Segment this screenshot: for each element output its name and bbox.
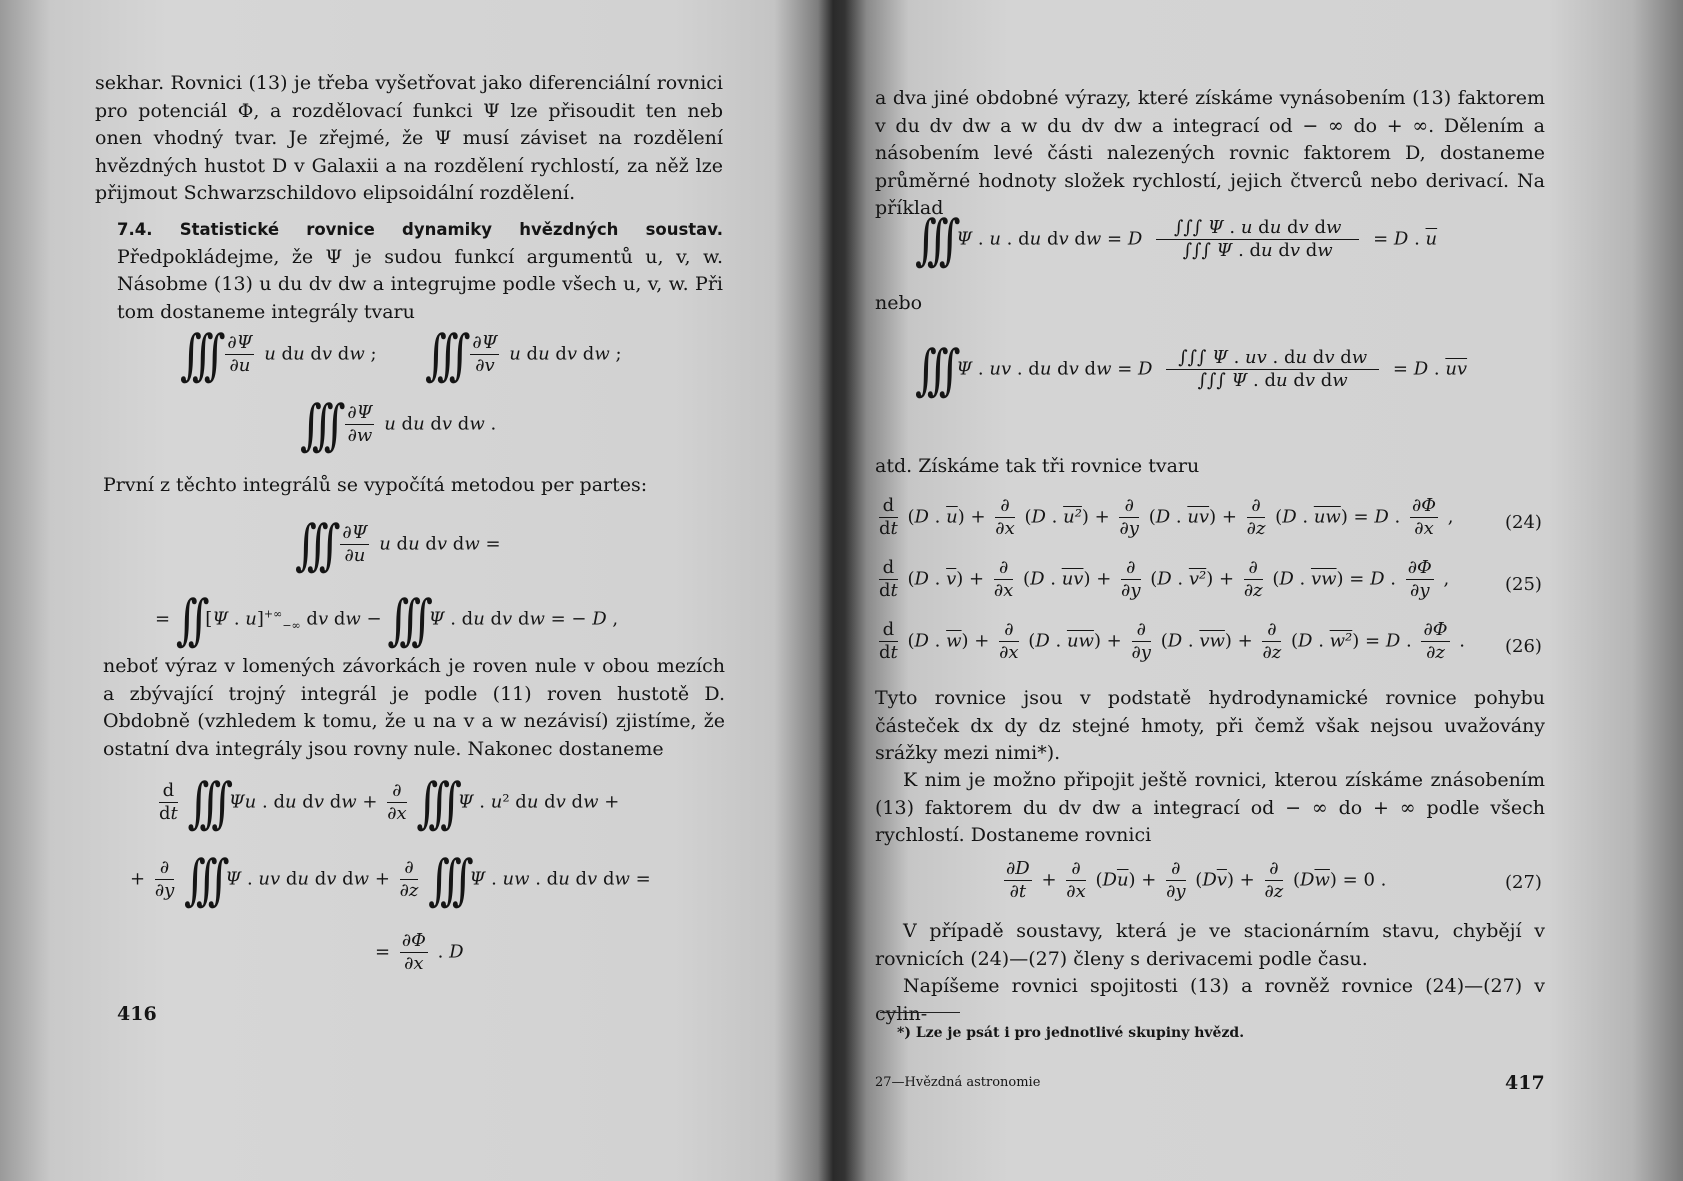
paragraph: Tyto rovnice jsou v podstatě hydrodynamické rovnice pohybu částeček dx dy dz stejné hmoty, při čemž však nejsou uvažovány srážky mezi nimi*).	[875, 687, 1545, 764]
paragraph: sekhar. Rovnici (13) je třeba vyšetřovat jako diferenciální rovnici pro potenciál Φ, a rozdělovací funkci Ψ lze přisoudit ten neb onen vhodný tvar. Je zřejmé, že Ψ musí záviset na rozdělení hvězdných hustot D v Galaxii a na rozdělení rychlostí, za něž lze přijmout Schwarzschildovo elipsoidální rozdělení.	[95, 72, 723, 204]
footnote: *) Lze je psát i pro jednotlivé skupiny hvězd.	[897, 1025, 1245, 1041]
paragraph	[117, 216, 723, 326]
equation-25: $\frac{d}{dt}$ (D . $\overline{v}$) + $\frac{\partial}{\partial x}$ (D . $\overline{uv}$) + $\frac{\partial}{\partial y}$ (D . v²) + $\frac{\partial}{\partial z}$ (D . $\overline{vw}) = D$ . $\frac{\partial\Phi}{\partial y}$ ,	[879, 557, 1450, 601]
paragraph: Napíšeme rovnici spojitosti (13) a rovněž rovnice (24)—(27) v cylin-	[875, 975, 1545, 1025]
section-heading: 7.4. Statistické rovnice dynamiky hvězdných soustav.	[117, 220, 723, 239]
right-page	[875, 0, 1545, 1181]
footer-signature: 27—Hvězdná astronomie	[875, 1075, 1041, 1090]
page-number: 416	[117, 1003, 157, 1025]
paragraph: atd. Získáme tak tři rovnice tvaru	[875, 455, 1200, 477]
equation-mean-u: ∫∫∫ Ψ . u . du dv dw = D $\frac{\text{∫∫∫ Ψ . u du dv dw}}{\text{∫∫∫ Ψ . du dv dw}}$ = D . $\overline{u}$	[915, 207, 1438, 272]
equation-27: $\frac{\partial D}{\partial t}$ + $\frac{\partial}{\partial x}$ $(D\overline{u})$ + $\frac{\partial}{\partial y}$ $(D\overline{v})$ + $\frac{\partial}{\partial z}$ $(D\overline{w}) = 0$ .	[1006, 858, 1387, 902]
paragraph-text: Předpokládejme, že Ψ je sudou funkcí argumentů u, v, w. Násobme (13) u du dv dw a integrujme podle všech u, v, w. Při tom dostaneme integrály tvaru	[117, 245, 723, 323]
footnote-rule	[880, 1012, 960, 1013]
equation-24: $\frac{d}{dt}$ (D . $\overline{u}$) + $\frac{\partial}{\partial x}$ (D . u²) + $\frac{\partial}{\partial y}$ (D . $\overline{uv}$) + $\frac{\partial}{\partial z}$ (D . $\overline{uw}) = D$ . $\frac{\partial\Phi}{\partial x}$ ,	[879, 495, 1454, 539]
equation-integral-dw: ∫∫∫ $\frac{\partial\Psi}{\partial w}$ u du dv dw .	[300, 392, 497, 457]
paragraph: První z těchto integrálů se vypočítá metodou per partes:	[103, 474, 648, 496]
paragraph: V případě soustavy, která je ve stacionárním stavu, chybějí v rovnicích (24)—(27) členy s derivacemi podle času.	[875, 920, 1545, 970]
equation-integral-dv: ∫∫∫ $\frac{\partial\Psi}{\partial v}$ u du dv dw ;	[425, 322, 622, 387]
word-nebo: nebo	[875, 292, 923, 314]
equation-per-partes-2: = ∫∫ [Ψ . $u]^{+\infty}_{-\infty}$ dv dw − ∫∫∫ Ψ . du dv dw = − D ,	[155, 587, 619, 652]
page-number: 417	[1505, 1072, 1545, 1094]
equation-number: (27)	[1505, 872, 1542, 893]
equation-mean-uv: ∫∫∫ Ψ . uv . du dv dw = D $\frac{\text{∫∫∫ Ψ . uv . du dv dw}}{\text{∫∫∫ Ψ . du dv dw}}$ = D . $\overline{uv}$	[915, 337, 1468, 402]
equation-final-3: = $\frac{\partial\Phi}{\partial x}$ . D	[375, 930, 464, 974]
equation-number: (26)	[1505, 636, 1542, 657]
equation-per-partes-1: ∫∫∫ $\frac{\partial\Psi}{\partial u}$ u du dv dw =	[295, 512, 501, 577]
equation-final-1: $\frac{d}{dt}$ ∫∫∫ Ψu . du dv dw + $\frac{\partial}{\partial x}$ ∫∫∫ Ψ . u² du dv dw +	[159, 770, 620, 835]
equation-final-2: + $\frac{\partial}{\partial y}$ ∫∫∫ Ψ . uv du dv dw + $\frac{\partial}{\partial z}$ ∫∫∫ Ψ . uw . du dv dw =	[130, 847, 651, 912]
equation-number: (24)	[1505, 512, 1542, 533]
paragraph: a dva jiné obdobné výrazy, které získáme vynásobením (13) faktorem v du dv dw a w du dv dw a integrací od − ∞ do + ∞. Dělením a násobením levé části nalezených rovnic faktorem D, dostaneme průměrné hodnoty složek rychlostí, jejich čtverců nebo derivací. Na příklad	[875, 87, 1545, 219]
equation-number: (25)	[1505, 574, 1542, 595]
left-page	[95, 0, 795, 1181]
equation-26: $\frac{d}{dt}$ (D . $\overline{w}$) + $\frac{\partial}{\partial x}$ (D . $\overline{uw}$) + $\frac{\partial}{\partial y}$ (D . $\overline{vw}$) + $\frac{\partial}{\partial z}$ (D . w²) = D . $\frac{\partial\Phi}{\partial z}$ .	[879, 619, 1465, 663]
equation-integral-du: ∫∫∫ $\frac{\partial\Psi}{\partial u}$ u du dv dw ;	[180, 322, 377, 387]
paragraph: K nim je možno připojit ještě rovnici, kterou získáme znásobením (13) faktorem du dv dw a integrací od − ∞ do + ∞ podle všech rychlostí. Dostaneme rovnici	[875, 769, 1545, 846]
paragraph: neboť výraz v lomených závorkách je roven nule v obou mezích a zbývající trojný integrál je podle (11) roven hustotě D. Obdobně (vzhledem k tomu, že u na v a w nezávisí) zjistíme, že ostatní dva integrály jsou rovny nule. Nakonec dostaneme	[103, 655, 725, 760]
